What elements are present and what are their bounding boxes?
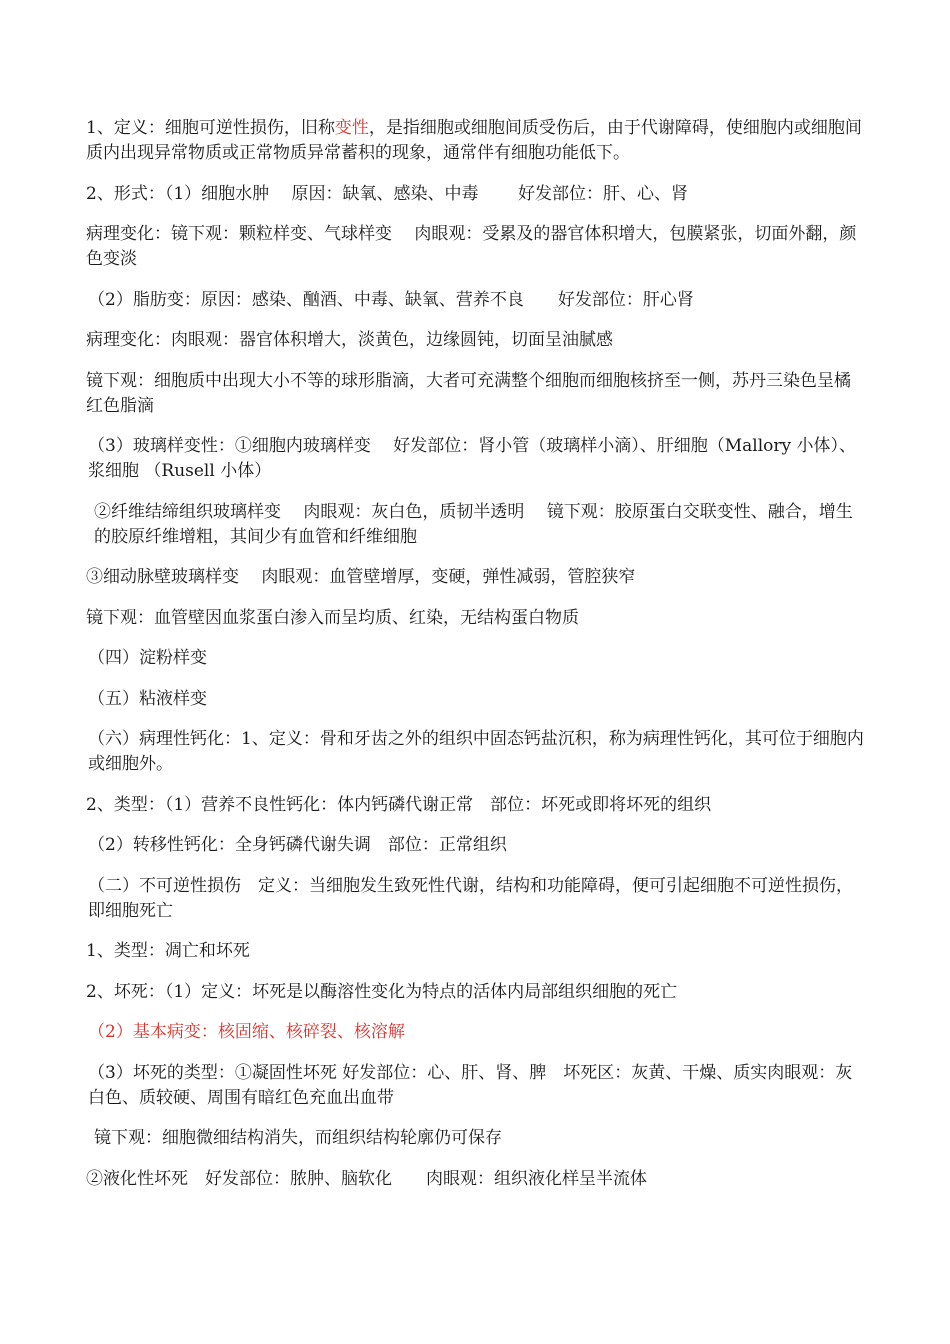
paragraph-calcification-types: 2、类型：（1）营养不良性钙化：体内钙磷代谢正常 部位：坏死或即将坏死的组织 [86, 794, 712, 815]
paragraph-definition [86, 116, 866, 166]
paragraph-microscopic-1: 镜下观：细胞质中出现大小不等的球形脂滴，大者可充满整个细胞而细胞核挤至一侧，苏丹三染色呈橘红色脂滴 [86, 370, 851, 416]
paragraph-pathology-change-1: 病理变化：镜下观：颗粒样变、气球样变 肉眼观：受累及的器官体积增大，包膜紧张，切面外翻，颜色变淡 [86, 224, 857, 269]
paragraph-basic-lesions: （2）基本病变：核固缩、核碎裂、核溶解 [88, 1022, 405, 1042]
paragraph-liquefactive-necrosis: ②液化性坏死 好发部位：脓肿、脑软化 肉眼观：组织液化样呈半流体 [86, 1168, 647, 1189]
paragraph-types: 1、类型：凋亡和坏死 [86, 941, 250, 961]
paragraph-hyaline-change: （3）玻璃样变性：①细胞内玻璃样变 好发部位：肾小管（玻璃样小滴）、肝细胞（Mallory 小体）、浆细胞 （Rusell 小体） [88, 436, 857, 481]
paragraph-irreversible-injury: （二）不可逆性损伤 定义：当细胞发生致死性代谢，结构和功能障碍，便可引起细胞不可逆性损伤，即细胞死亡 [88, 875, 853, 921]
paragraph-amyloid: （四）淀粉样变 [88, 648, 207, 668]
paragraph-forms: 2、形式：（1）细胞水肿 原因：缺氧、感染、中毒 好发部位：肝、心、肾 [86, 183, 688, 204]
definition-text-start: 1、定义：细胞可逆性损伤，旧称 [86, 118, 335, 138]
paragraph-necrosis-definition: 2、坏死：（1）定义：坏死是以酶溶性变化为特点的活体内局部组织细胞的死亡 [86, 981, 678, 1002]
document-page [86, 116, 866, 1207]
paragraph-mucoid: （五）粘液样变 [88, 688, 207, 709]
highlighted-term: 变性 [334, 118, 369, 138]
paragraph-arteriole-hyaline: ③细动脉壁玻璃样变 肉眼观：血管壁增厚，变硬，弹性减弱，管腔狭窄 [86, 567, 636, 587]
paragraph-calcification: （六）病理性钙化：1、定义：骨和牙齿之外的组织中固态钙盐沉积，称为病理性钙化，其可位于细胞内或细胞外。 [88, 729, 864, 774]
paragraph-fatty-change: （2）脂肪变：原因：感染、酗酒、中毒、缺氧、营养不良 好发部位：肝心肾 [88, 289, 694, 310]
paragraph-metastatic-calcification: （2）转移性钙化：全身钙磷代谢失调 部位：正常组织 [88, 835, 507, 855]
paragraph-microscopic-3: 镜下观：细胞微细结构消失，而组织结构轮廓仍可保存 [94, 1128, 502, 1148]
paragraph-fibrous-hyaline: ②纤维结缔组织玻璃样变 肉眼观：灰白色，质韧半透明 镜下观：胶原蛋白交联变性、融合，增生的胶原纤维增粗，其间少有血管和纤维细胞 [94, 501, 853, 547]
paragraph-pathology-change-2: 病理变化：肉眼观：器官体积增大，淡黄色，边缘圆钝，切面呈油腻感 [86, 330, 613, 350]
definition-text-end: ，是指细胞或细胞间质受伤后，由于代谢障碍，使细胞内或细胞间质内出现异常物质或正常物质异常蓄积的现象，通常伴有细胞功能低下。 [86, 118, 862, 163]
paragraph-microscopic-2: 镜下观：血管壁因血浆蛋白渗入而呈均质、红染，无结构蛋白物质 [86, 607, 579, 628]
paragraph-necrosis-types: （3）坏死的类型：①凝固性坏死 好发部位：心、肝、肾、脾 坏死区：灰黄、干燥、质实肉眼观：灰白色、质较硬、周围有暗红色充血出血带 [88, 1062, 853, 1108]
